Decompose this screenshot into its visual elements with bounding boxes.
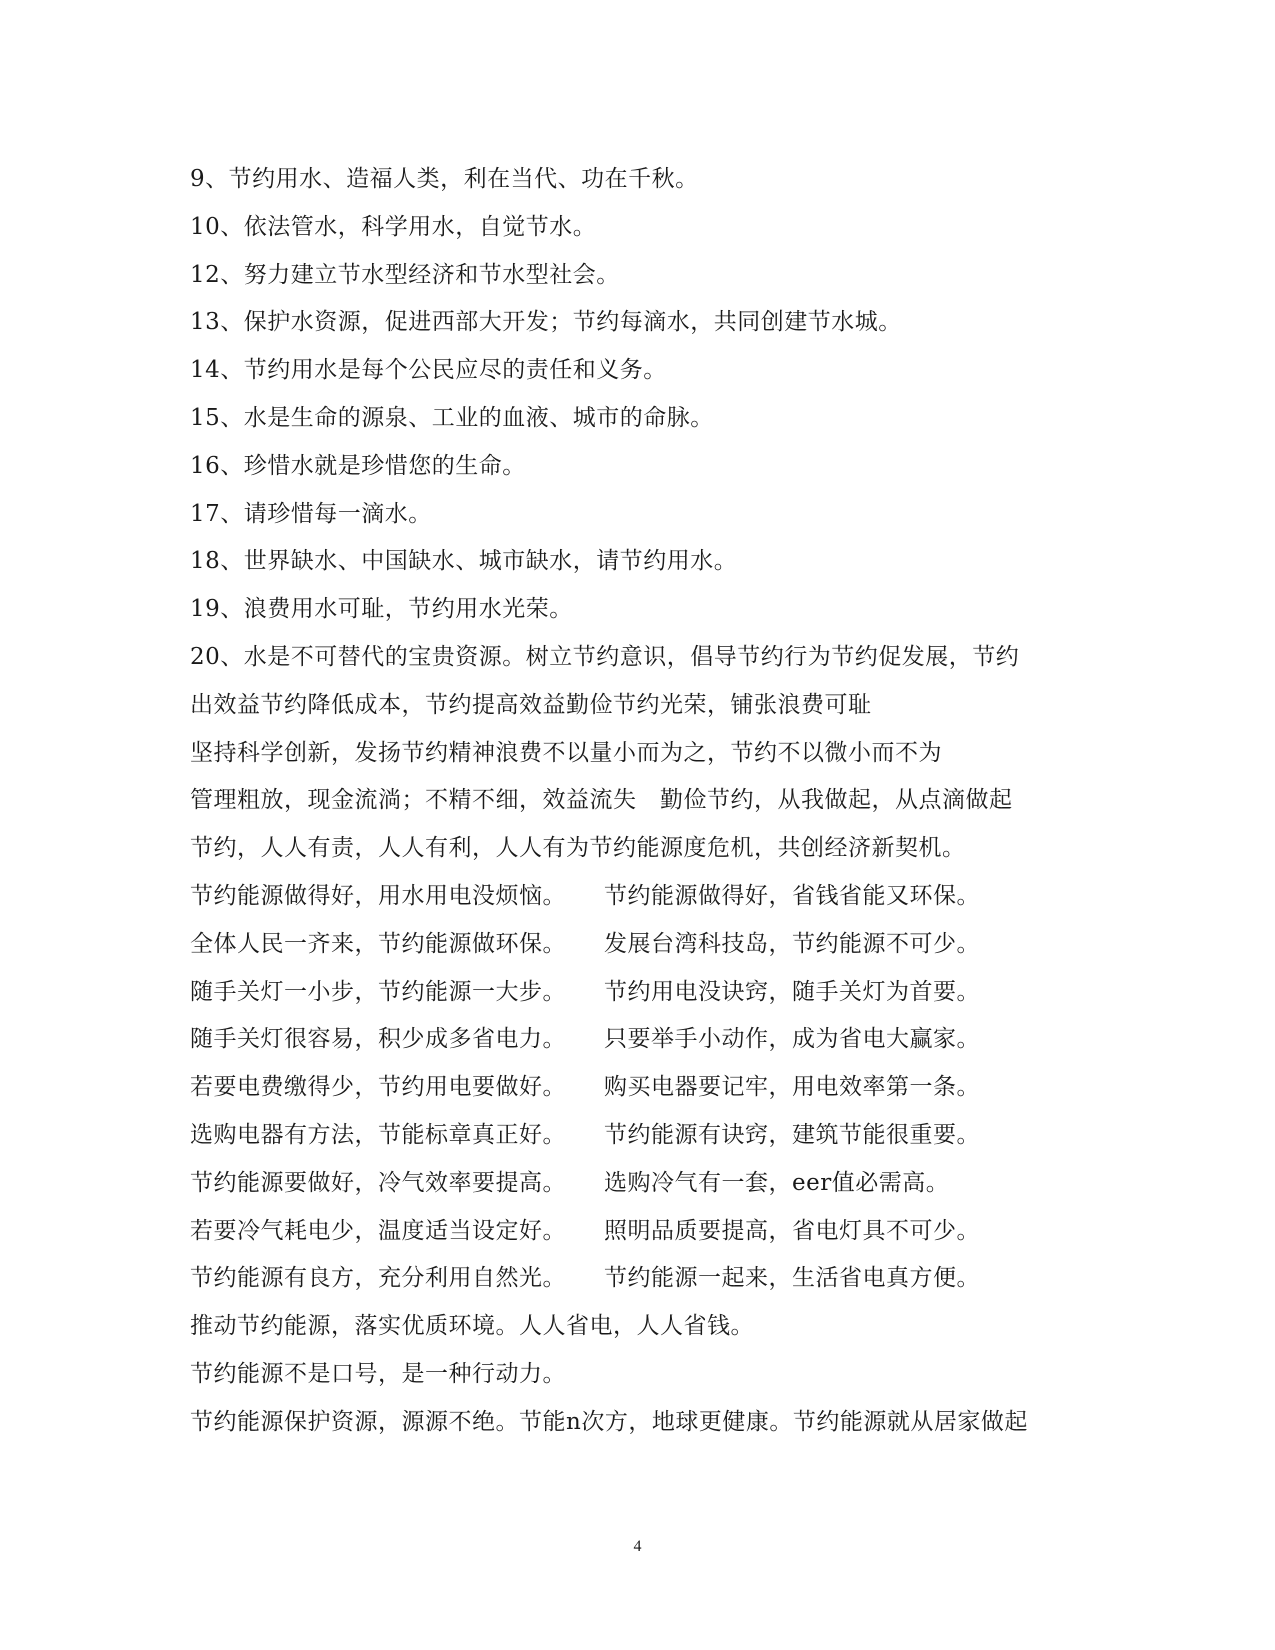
slogan-right: 发展台湾科技岛，节约能源不可少。 bbox=[604, 930, 980, 957]
document-body bbox=[190, 156, 1090, 1447]
text-line: 12、努力建立节水型经济和节水型社会。 bbox=[190, 261, 620, 288]
slogan-pair-line bbox=[190, 921, 1090, 969]
slogan-left: 全体人民一齐来，节约能源做环保。 bbox=[190, 930, 566, 957]
text-line: 坚持科学创新，发扬节约精神浪费不以量小而为之，节约不以微小而不为 bbox=[190, 739, 942, 766]
text-line: 管理粗放，现金流淌；不精不细，效益流失 勤俭节约，从我做起，从点滴做起 bbox=[190, 787, 1013, 814]
slogan-pair-line bbox=[190, 1255, 1090, 1303]
text-line: 节约能源保护资源，源源不绝。节能n次方，地球更健康。节约能源就从居家做起 bbox=[190, 1408, 1028, 1435]
slogan-pair-line bbox=[190, 1112, 1090, 1160]
slogan-pair-line bbox=[190, 1160, 1090, 1208]
text-line: 9、节约用水、造福人类，利在当代、功在千秋。 bbox=[190, 166, 699, 192]
slogan-right: 节约能源做得好，省钱省能又环保。 bbox=[604, 882, 980, 909]
text-line: 10、依法管水，科学用水，自觉节水。 bbox=[190, 213, 597, 240]
slogan-pair-line bbox=[190, 1064, 1090, 1112]
text-line: 15、水是生命的源泉、工业的血液、城市的命脉。 bbox=[190, 404, 714, 431]
slogan-right: 选购冷气有一套，eer值必需高。 bbox=[604, 1169, 950, 1196]
slogan-pair-line bbox=[190, 1208, 1090, 1256]
slogan-pair-line bbox=[190, 873, 1090, 921]
slogan-right: 只要举手小动作，成为省电大赢家。 bbox=[604, 1026, 980, 1053]
slogan-right: 照明品质要提高，省电灯具不可少。 bbox=[604, 1217, 980, 1244]
text-line: 18、世界缺水、中国缺水、城市缺水，请节约用水。 bbox=[190, 548, 738, 575]
text-line: 14、节约用水是每个公民应尽的责任和义务。 bbox=[190, 357, 667, 384]
page-number: 4 bbox=[633, 1538, 642, 1555]
slogan-pair-line bbox=[190, 969, 1090, 1017]
slogan-left: 随手关灯一小步，节约能源一大步。 bbox=[190, 978, 566, 1005]
slogan-right: 节约能源一起来，生活省电真方便。 bbox=[604, 1265, 980, 1292]
slogan-left: 随手关灯很容易，积少成多省电力。 bbox=[190, 1026, 566, 1053]
text-line: 节约，人人有责，人人有利，人人有为节约能源度危机，共创经济新契机。 bbox=[190, 835, 966, 862]
slogan-right: 节约能源有诀窍，建筑节能很重要。 bbox=[604, 1121, 980, 1148]
slogan-left: 选购电器有方法，节能标章真正好。 bbox=[190, 1121, 566, 1148]
text-line: 节约能源不是口号，是一种行动力。 bbox=[190, 1360, 566, 1387]
text-line: 出效益节约降低成本，节约提高效益勤俭节约光荣，铺张浪费可耻 bbox=[190, 691, 872, 718]
slogan-pair-line bbox=[190, 1016, 1090, 1064]
text-line: 17、请珍惜每一滴水。 bbox=[190, 500, 432, 527]
text-line: 20、水是不可替代的宝贵资源。树立节约意识，倡导节约行为节约促发展，节约 bbox=[190, 643, 1020, 670]
slogan-left: 若要电费缴得少，节约用电要做好。 bbox=[190, 1074, 566, 1101]
text-line: 19、浪费用水可耻，节约用水光荣。 bbox=[190, 596, 573, 623]
slogan-right: 节约用电没诀窍，随手关灯为首要。 bbox=[604, 978, 980, 1005]
slogan-left: 节约能源做得好，用水用电没烦恼。 bbox=[190, 882, 566, 909]
text-line: 13、保护水资源，促进西部大开发；节约每滴水，共同创建节水城。 bbox=[190, 309, 902, 336]
slogan-left: 节约能源有良方，充分利用自然光。 bbox=[190, 1265, 566, 1292]
text-line: 16、珍惜水就是珍惜您的生命。 bbox=[190, 452, 526, 479]
slogan-right: 购买电器要记牢，用电效率第一条。 bbox=[604, 1074, 980, 1101]
text-line: 推动节约能源，落实优质环境。人人省电，人人省钱。 bbox=[190, 1313, 754, 1340]
slogan-left: 若要冷气耗电少，温度适当设定好。 bbox=[190, 1217, 566, 1244]
slogan-left: 节约能源要做好，冷气效率要提高。 bbox=[190, 1169, 566, 1196]
